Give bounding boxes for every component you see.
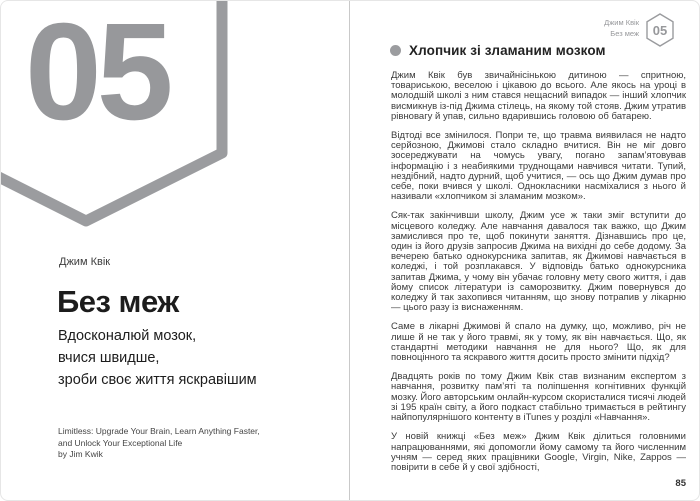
- chapter-number-large: 05: [25, 1, 169, 149]
- body-text: [391, 71, 686, 482]
- book-subtitle: [58, 325, 257, 391]
- bullet-circle-icon: [390, 45, 401, 56]
- citation-line: Limitless: Upgrade Your Brain, Learn Anything Faster,: [58, 426, 260, 436]
- running-header-titles: [604, 13, 639, 39]
- author-name: Джим Квік: [59, 256, 111, 268]
- running-header: [604, 13, 675, 47]
- book-title: Без меж: [57, 284, 179, 319]
- paragraph: У новій книжці «Без меж» Джим Квік ділиться головними напрацюваннями, які допомогли йому самому та його численним учням — серед яких працівники Google, Virgin, Nike, Zappos — повірити в себе й у свої здібності,: [391, 431, 686, 473]
- running-header-author: Джим Квік: [604, 18, 639, 27]
- right-page: [350, 1, 700, 501]
- left-page: [1, 1, 349, 501]
- citation-line: by Jim Kwik: [58, 449, 103, 459]
- citation-line: and Unlock Your Exceptional Life: [58, 437, 183, 448]
- subtitle-line: вчися швидше,: [58, 350, 160, 366]
- paragraph: Саме в лікарні Джимові й спало на думку, що, можливо, річ не лише й не так у його травмі, як у тому, як він навчається. Що, як стандартні методики навчання не для нього? Що, як для повноцінного та яскравого життя досить просто змінити підхід?: [391, 321, 686, 364]
- running-header-title: Без меж: [610, 28, 639, 38]
- section-heading: Хлопчик зі зламаним мозком: [409, 43, 606, 58]
- paragraph: Відтоді все змінилося. Попри те, що травма виявилася не надто серйозною, Джимові стало складно вчитися. Він не міг довго зосереджувати на чомусь увагу, погано запам’ятовував інформацію і з неабиякими труднощами навчився читати. Тупий, нездібний, надто дурний, щоб учитися, — ось що Джим думав про себе, поки вчився у школі. Однокласники насміхалися з нього й називали «хлопчиком зі зламаним мозком».: [391, 130, 686, 203]
- paragraph: Сяк-так закінчивши школу, Джим усе ж таки зміг вступити до місцевого коледжу. Але навчання давалося так важко, що Джим замислився про те, щоб покинути заняття. Дізнавшись про це, один із його друзів запросив Джима на вихідні до себе додому. За вечерею батько однокурсника запитав, як Джимові навчається в коледжі, і той розплакався. У відповідь батько однокурсника запитав Джима, у чому він убачає головну мету свого життя, і дав йому список літератури із саморозвитку. Джим повернувся до коледжу й так захопився читанням, що знову потрапив у лікарню — цього разу із виснаженням.: [391, 210, 686, 314]
- section-heading-row: [390, 43, 606, 58]
- page-number: 85: [675, 478, 686, 489]
- chapter-badge-number: 05: [652, 22, 668, 38]
- paragraph: Двадцять років по тому Джим Квік став визнаним експертом з навчання, розвитку пам’яті та поліпшення когнітивних функцій мозку. Його авторським онлайн-курсом скористалися тисячі людей зі 195 країн світу, а його подкаст стабільно тримається в рейтингу найпопулярнішого контенту в iTunes у розділі «Навчання».: [391, 371, 686, 424]
- paragraph: Джим Квік був звичайнісінькою дитиною — спритною, товариською, веселою і цікавою до всього. Але якось на уроці в молодшій школі з ним стався нещасний випадок — інший хлопчик висмикнув із-під Джима стілець, на якому той стояв. Джим утратив рівновагу й упав, сильно вдарившись головою об батарею.: [391, 70, 686, 122]
- subtitle-line: зроби своє життя яскравішим: [58, 372, 257, 388]
- subtitle-line: Вдосконалюй мозок,: [58, 328, 197, 344]
- original-title-citation: [58, 426, 260, 461]
- chapter-badge: [645, 13, 675, 47]
